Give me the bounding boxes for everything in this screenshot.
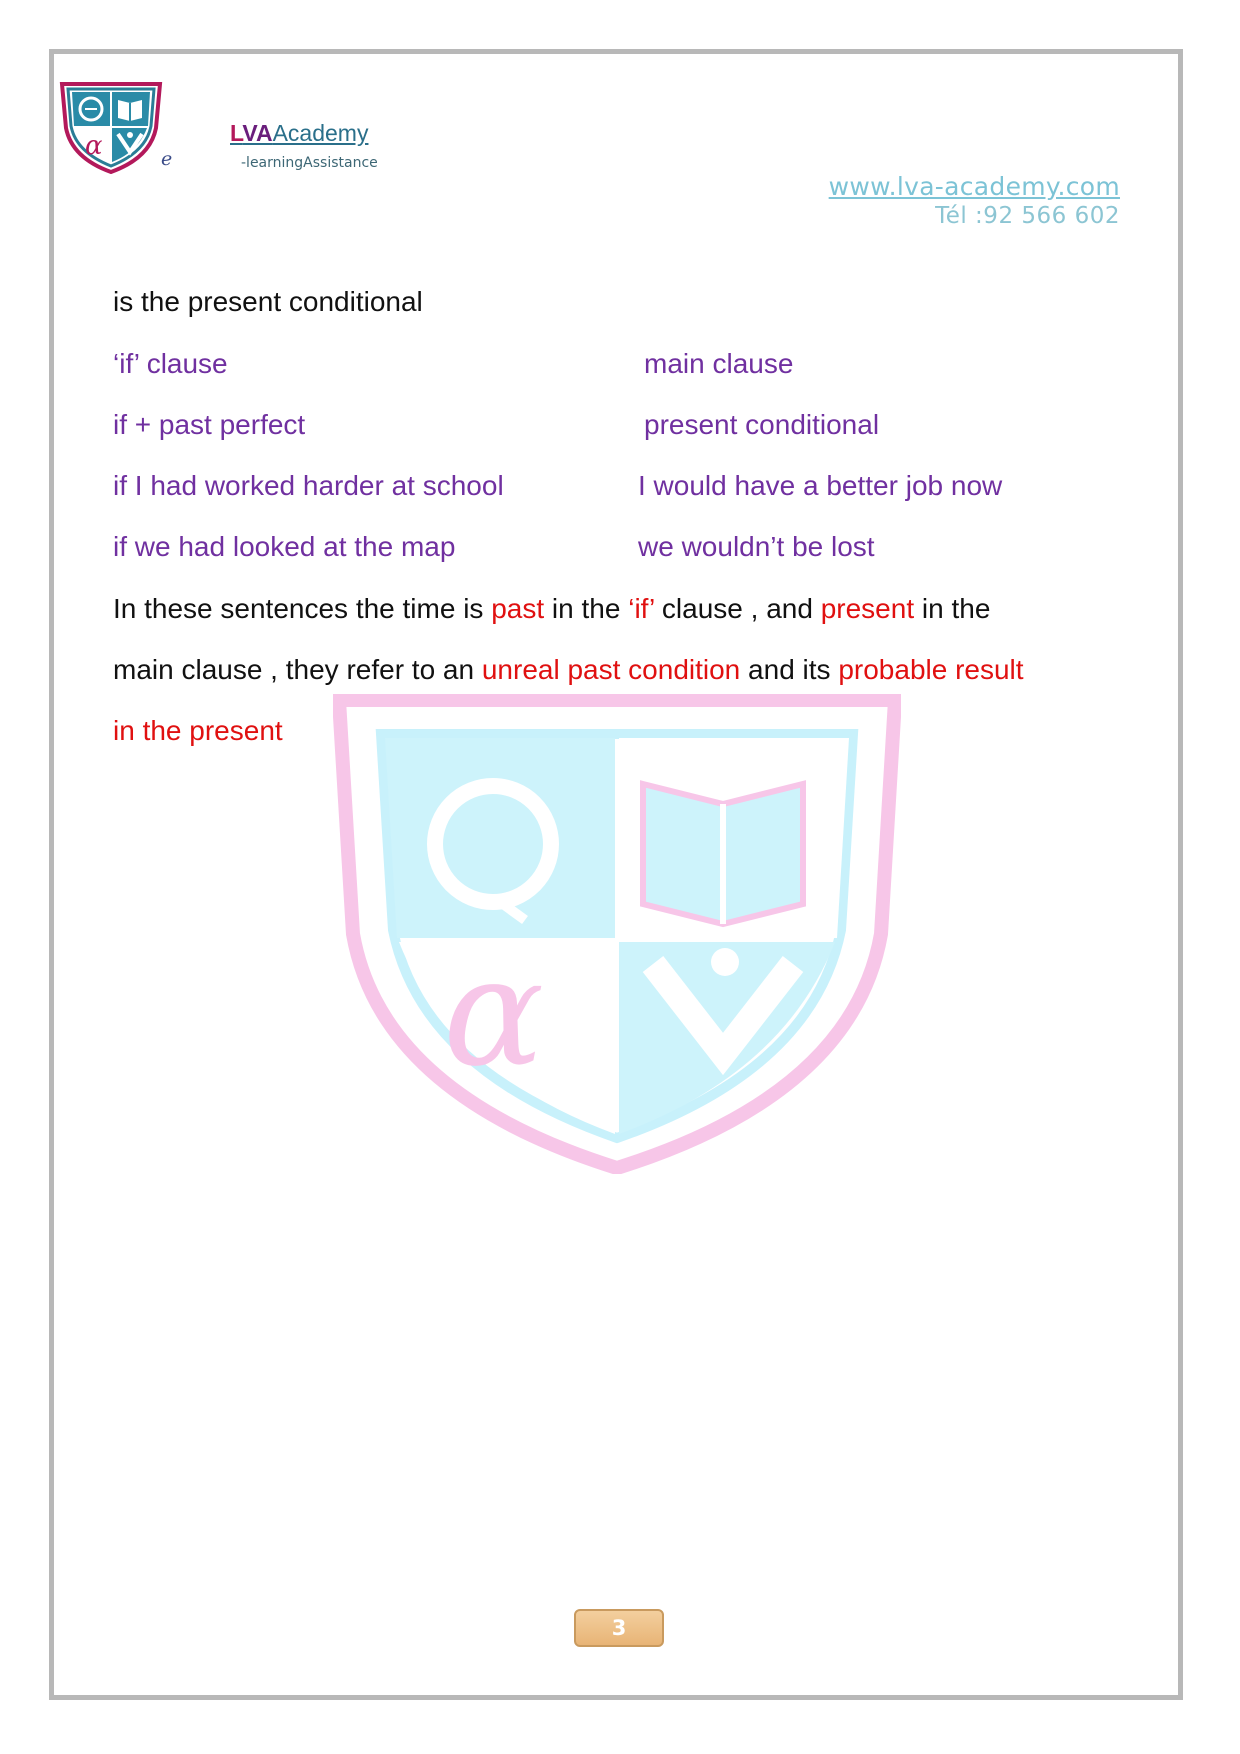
highlight-unreal-past-condition: unreal past condition bbox=[481, 654, 741, 685]
table-left-0: ‘if’ clause bbox=[113, 348, 228, 379]
table-right-2: I would have a better job now bbox=[638, 470, 1003, 501]
table-right-3: we wouldn’t be lost bbox=[638, 531, 875, 562]
table-left-2: if I had worked harder at school bbox=[113, 470, 504, 501]
explanation-line-2 bbox=[113, 653, 1024, 687]
text-segment: clause , and bbox=[654, 593, 821, 624]
highlight-probable-result: probable result bbox=[838, 654, 1024, 685]
table-right-0: main clause bbox=[644, 348, 794, 379]
website-link[interactable]: www.lva-academy.com bbox=[828, 172, 1120, 201]
text-segment: In these sentences the time is bbox=[113, 593, 492, 624]
table-right-1: present conditional bbox=[644, 409, 880, 440]
text-segment: in the bbox=[544, 593, 629, 624]
highlight-present: present bbox=[820, 593, 915, 624]
highlight-if: ‘if’ bbox=[628, 593, 655, 624]
explanation-line-1 bbox=[113, 592, 990, 626]
explanation-line-3: in the present bbox=[113, 715, 283, 746]
svg-text:α: α bbox=[85, 131, 103, 161]
text-segment: main clause , they refer to an bbox=[113, 654, 482, 685]
highlight-past: past bbox=[491, 593, 545, 624]
brand-va: VA bbox=[242, 120, 273, 146]
brand-academy: Academy bbox=[272, 120, 369, 146]
text-segment: in the bbox=[914, 593, 991, 624]
intro-text: is the present conditional bbox=[113, 286, 423, 317]
watermark-logo-icon bbox=[333, 694, 901, 1174]
text-segment: and its bbox=[740, 654, 839, 685]
logo-letter: e bbox=[161, 148, 173, 170]
table-left-3: if we had looked at the map bbox=[113, 531, 456, 562]
brand-name[interactable] bbox=[230, 120, 368, 147]
brand-l: L bbox=[230, 120, 243, 146]
phone-number: Tél :92 566 602 bbox=[935, 203, 1120, 229]
brand-tagline: -learningAssistance bbox=[241, 155, 378, 171]
academy-logo-icon bbox=[58, 80, 164, 174]
table-left-1: if + past perfect bbox=[113, 409, 306, 440]
page-number-badge: 3 bbox=[574, 1609, 664, 1647]
svg-text:α: α bbox=[443, 926, 545, 1100]
